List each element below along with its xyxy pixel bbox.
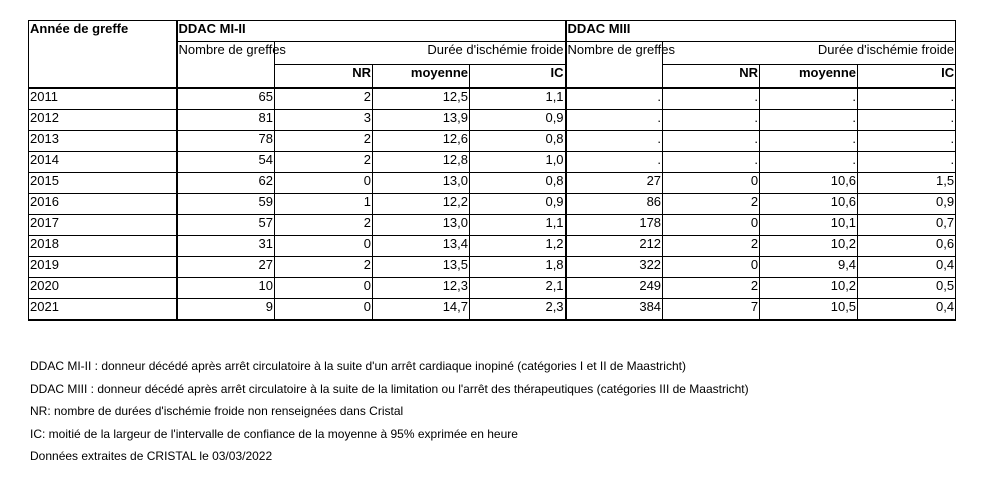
group2-mean-cell: . [760, 152, 858, 173]
table-row [29, 110, 956, 131]
year-header: Année de greffe [29, 21, 177, 89]
footnote-source: Données extraites de CRISTAL le 03/03/2022 [30, 449, 273, 464]
year-cell: 2017 [29, 215, 177, 236]
group2-ic-header: IC [858, 65, 956, 89]
year-cell: 2015 [29, 173, 177, 194]
data-table-container [28, 20, 956, 321]
group1-nr-header: NR [275, 65, 373, 89]
group1-header: DDAC MI-II [177, 21, 566, 42]
group1-mean-header: moyenne [373, 65, 470, 89]
group1-ic-cell: 1,1 [470, 215, 566, 236]
group2-count-cell: . [566, 88, 663, 110]
year-cell: 2021 [29, 299, 177, 321]
group1-nr-cell: 1 [275, 194, 373, 215]
group2-header: DDAC MIII [566, 21, 956, 42]
group1-count-cell: 10 [177, 278, 275, 299]
group2-ic-cell: 0,4 [858, 299, 956, 321]
group2-mean-cell: 10,1 [760, 215, 858, 236]
group1-mean-cell: 13,0 [373, 173, 470, 194]
group2-mean-header: moyenne [760, 65, 858, 89]
year-cell: 2018 [29, 236, 177, 257]
group2-count-cell: . [566, 152, 663, 173]
group1-ic-cell: 0,8 [470, 131, 566, 152]
group1-ic-cell: 0,9 [470, 194, 566, 215]
group2-nr-cell: 0 [663, 173, 760, 194]
group1-count-cell: 81 [177, 110, 275, 131]
group1-count-cell: 59 [177, 194, 275, 215]
year-cell: 2014 [29, 152, 177, 173]
ischemia-table [28, 20, 956, 321]
group2-mean-cell: 10,6 [760, 173, 858, 194]
group2-ic-cell: 0,7 [858, 215, 956, 236]
group1-nr-cell: 0 [275, 299, 373, 321]
group1-mean-cell: 14,7 [373, 299, 470, 321]
group2-ic-cell: . [858, 110, 956, 131]
group2-ic-cell: 0,9 [858, 194, 956, 215]
year-cell: 2016 [29, 194, 177, 215]
group2-count-cell: 322 [566, 257, 663, 278]
group1-count-cell: 31 [177, 236, 275, 257]
year-cell: 2012 [29, 110, 177, 131]
group1-ic-cell: 1,8 [470, 257, 566, 278]
group2-ic-cell: . [858, 131, 956, 152]
group2-mean-cell: . [760, 110, 858, 131]
group2-nr-header: NR [663, 65, 760, 89]
group2-nr-cell: . [663, 88, 760, 110]
group1-nr-cell: 0 [275, 236, 373, 257]
group2-mean-cell: 10,2 [760, 278, 858, 299]
group1-nr-cell: 0 [275, 173, 373, 194]
group2-count-cell: 249 [566, 278, 663, 299]
group1-ic-header: IC [470, 65, 566, 89]
group2-ic-cell: . [858, 152, 956, 173]
year-cell: 2019 [29, 257, 177, 278]
group1-nr-cell: 2 [275, 88, 373, 110]
group1-mean-cell: 13,5 [373, 257, 470, 278]
group1-mean-cell: 12,3 [373, 278, 470, 299]
footnotes [30, 355, 749, 468]
group1-count-cell: 9 [177, 299, 275, 321]
group1-count-cell: 65 [177, 88, 275, 110]
group2-count-header: Nombre de greffes [566, 42, 663, 89]
group2-count-cell: 86 [566, 194, 663, 215]
group2-nr-cell: 7 [663, 299, 760, 321]
group2-ic-cell: 0,5 [858, 278, 956, 299]
group1-ic-cell: 2,3 [470, 299, 566, 321]
footnote-ddac-miii: DDAC MIII : donneur décédé après arrêt circulatoire à la suite de la limitation ou l'arrêt des thérapeutiques (catégories III de Maastricht) [30, 381, 749, 396]
group2-nr-cell: 2 [663, 194, 760, 215]
group1-mean-cell: 13,0 [373, 215, 470, 236]
group2-nr-cell: . [663, 131, 760, 152]
group2-nr-cell: . [663, 110, 760, 131]
group1-nr-cell: 2 [275, 257, 373, 278]
group2-mean-cell: 9,4 [760, 257, 858, 278]
table-row [29, 299, 956, 321]
group1-ic-cell: 1,1 [470, 88, 566, 110]
group2-ischemia-header: Durée d'ischémie froide [663, 42, 956, 65]
group2-ic-cell: 1,5 [858, 173, 956, 194]
group1-count-cell: 62 [177, 173, 275, 194]
table-row [29, 278, 956, 299]
group2-count-cell: . [566, 131, 663, 152]
group1-nr-cell: 0 [275, 278, 373, 299]
group1-ic-cell: 0,9 [470, 110, 566, 131]
group2-nr-cell: 2 [663, 236, 760, 257]
group2-mean-cell: 10,5 [760, 299, 858, 321]
group2-nr-cell: 0 [663, 257, 760, 278]
group2-mean-cell: 10,6 [760, 194, 858, 215]
group2-ic-cell: 0,4 [858, 257, 956, 278]
group1-mean-cell: 12,6 [373, 131, 470, 152]
table-row [29, 194, 956, 215]
group1-nr-cell: 2 [275, 152, 373, 173]
group1-ischemia-header: Durée d'ischémie froide [275, 42, 566, 65]
group2-nr-cell: 0 [663, 215, 760, 236]
group2-mean-cell: 10,2 [760, 236, 858, 257]
group2-count-cell: 178 [566, 215, 663, 236]
group1-mean-cell: 12,8 [373, 152, 470, 173]
group1-nr-cell: 2 [275, 131, 373, 152]
group1-count-cell: 54 [177, 152, 275, 173]
footnote-ic: IC: moitié de la largeur de l'intervalle de confiance de la moyenne à 95% exprimée en heure [30, 426, 518, 441]
group1-nr-cell: 3 [275, 110, 373, 131]
table-row [29, 173, 956, 194]
group1-mean-cell: 12,2 [373, 194, 470, 215]
group2-count-cell: 27 [566, 173, 663, 194]
table-row [29, 131, 956, 152]
group1-mean-cell: 12,5 [373, 88, 470, 110]
group1-mean-cell: 13,4 [373, 236, 470, 257]
footnote-nr: NR: nombre de durées d'ischémie froide non renseignées dans Cristal [30, 404, 404, 419]
year-cell: 2013 [29, 131, 177, 152]
group2-ic-cell: . [858, 88, 956, 110]
group1-count-header: Nombre de greffes [177, 42, 275, 89]
group1-ic-cell: 2,1 [470, 278, 566, 299]
table-row [29, 88, 956, 110]
table-row [29, 152, 956, 173]
group1-ic-cell: 0,8 [470, 173, 566, 194]
group1-nr-cell: 2 [275, 215, 373, 236]
group1-ic-cell: 1,0 [470, 152, 566, 173]
group2-ic-cell: 0,6 [858, 236, 956, 257]
year-cell: 2011 [29, 88, 177, 110]
group1-count-cell: 57 [177, 215, 275, 236]
group1-ic-cell: 1,2 [470, 236, 566, 257]
table-row [29, 236, 956, 257]
group2-mean-cell: . [760, 88, 858, 110]
group2-count-cell: . [566, 110, 663, 131]
group2-count-cell: 212 [566, 236, 663, 257]
group2-count-cell: 384 [566, 299, 663, 321]
group2-nr-cell: 2 [663, 278, 760, 299]
year-cell: 2020 [29, 278, 177, 299]
footnote-ddac-mi-ii: DDAC MI-II : donneur décédé après arrêt circulatoire à la suite d'un arrêt cardiaque inopiné (catégories I et II de Maastricht) [30, 359, 686, 373]
group1-mean-cell: 13,9 [373, 110, 470, 131]
group2-mean-cell: . [760, 131, 858, 152]
table-row [29, 257, 956, 278]
table-row [29, 215, 956, 236]
group1-count-cell: 27 [177, 257, 275, 278]
group2-nr-cell: . [663, 152, 760, 173]
group1-count-cell: 78 [177, 131, 275, 152]
